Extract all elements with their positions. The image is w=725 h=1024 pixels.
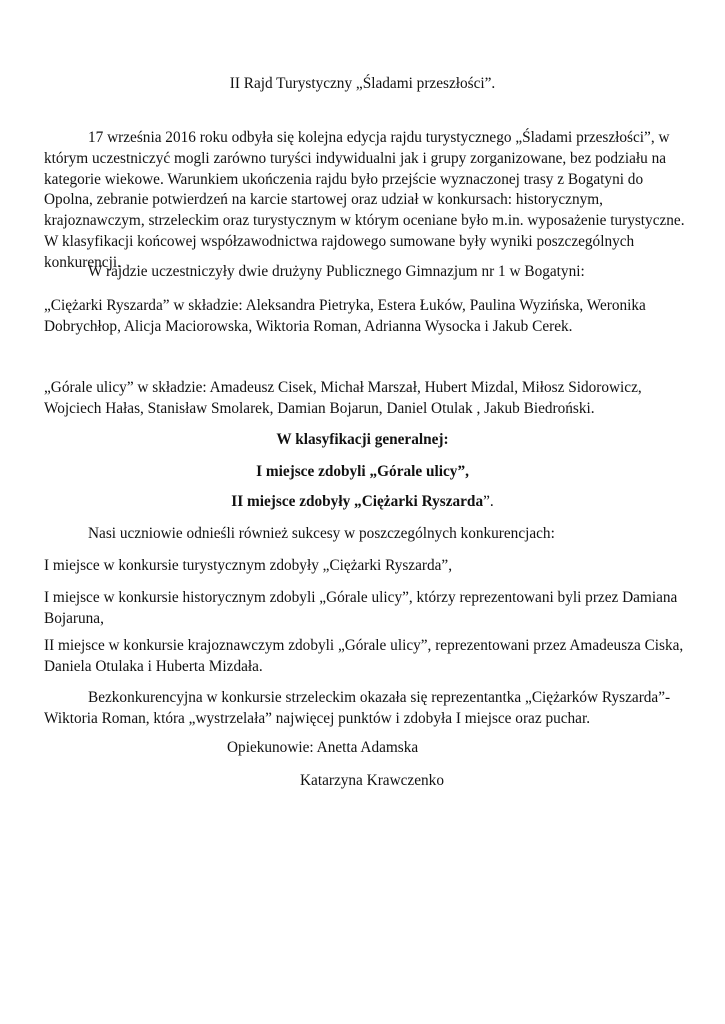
result-regional-contest: II miejsce w konkursie krajoznawczym zdobyli „Górale ulicy”, reprezentowani przez Amadeusza Ciska, Daniela Otulaka i Huberta Mizdała.	[44, 637, 684, 675]
general-second-place	[0, 492, 725, 512]
intro-paragraph: 17 września 2016 roku odbyła się kolejna edycja rajdu turystycznego „Śladami przeszłości”, w którym uczestniczyć mogli zarówno turyści indywidualni jak i grupy zorganizowane, bez podziału na kategorie wiekowe. Warunkiem ukończenia rajdu było przejście wyznaczonej trasy z Bogatyni do Opolna, zebranie potwierdzeń na karcie startowej oraz udział w konkursach: historycznym, krajoznawczym, strzeleckim oraz turystycznym w którym oceniane było m.in. wyposażenie turystyczne. W klasyfikacji końcowej współzawodnictwa rajdowego sumowane były wyniki poszczególnych konkurencji.	[44, 129, 685, 271]
document-title: II Rajd Turystyczny „Śladami przeszłości”.	[229, 75, 496, 92]
general-classification-heading: W klasyfikacji generalnej:	[276, 431, 449, 448]
result-tourist-contest: I miejsce w konkursie turystycznym zdobyły „Ciężarki Ryszarda”,	[44, 557, 453, 574]
caretaker-second-name: Katarzyna Krawczenko	[300, 772, 444, 789]
successes-intro: Nasi uczniowie odnieśli również sukcesy w poszczególnych konkurencjach:	[88, 525, 555, 542]
teams-intro: W rajdzie uczestniczyły dwie drużyny Publicznego Gimnazjum nr 1 w Bogatyni:	[88, 263, 585, 280]
shooting-contest-paragraph: Bezkonkurencyjna w konkursie strzeleckim okazała się reprezentantka „Ciężarków Ryszarda”- Wiktoria Roman, która „wystrzelała” najwięcej punktów i zdobyła I miejsce oraz puchar.	[44, 689, 671, 727]
result-history-contest: I miejsce w konkursie historycznym zdobyli „Górale ulicy”, którzy reprezentowani byli przez Damiana Bojaruna,	[44, 589, 678, 627]
caretakers-line: Opiekunowie: Anetta Adamska	[227, 739, 419, 756]
general-second-place-tail: ”.	[483, 493, 494, 510]
team-ciezarki-ryszarda: „Ciężarki Ryszarda” w składzie: Aleksandra Pietryka, Estera Łuków, Paulina Wyzińska, Weronika Dobrychłop, Alicja Maciorowska, Wiktoria Roman, Adrianna Wysocka i Jakub Cerek.	[44, 297, 646, 335]
team-gorale-ulicy: „Górale ulicy” w składzie: Amadeusz Cisek, Michał Marszał, Hubert Mizdal, Miłosz Sidorowicz, Wojciech Hałas, Stanisław Smolarek, Damian Bojarun, Daniel Otulak , Jakub Biedroński.	[44, 379, 642, 417]
general-second-place-bold: II miejsce zdobyły „Ciężarki Ryszarda	[231, 493, 484, 510]
general-first-place: I miejsce zdobyli „Górale ulicy”,	[256, 463, 469, 480]
